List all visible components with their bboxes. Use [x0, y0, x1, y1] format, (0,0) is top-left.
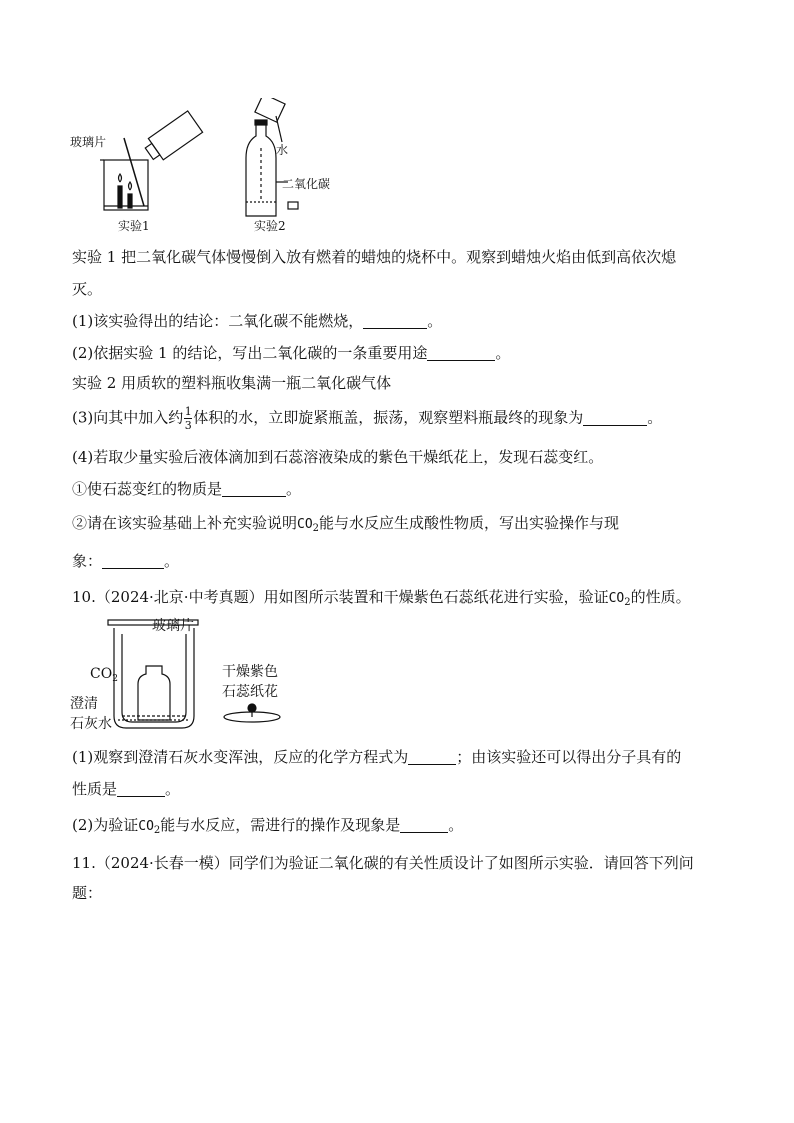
formula-subscript: 2: [624, 597, 631, 608]
q9-part2-end: 。: [495, 344, 511, 362]
exp1-text-cont: 灭。: [72, 280, 103, 298]
q11-header: [72, 852, 694, 874]
q9-part3-end: 。: [647, 408, 663, 427]
formula-subscript: 2: [153, 825, 161, 836]
q9-part4-text: (4)若取少量实验后液体滴加到石蕊溶液染成的紫色干燥纸花上，发现石蕊变红。: [72, 448, 604, 466]
formula-subscript: 2: [312, 523, 320, 534]
label-carbon-dioxide: 二氧化碳: [282, 177, 331, 191]
q9-part2-text: (2)依据实验 1 的结论，写出二氧化碳的一条重要用途: [72, 344, 428, 362]
q11-header-cont: [72, 882, 102, 904]
exp1-description-cont: [72, 278, 102, 300]
q9-part3: [72, 406, 662, 431]
experiment1-apparatus: [100, 111, 203, 210]
q10-label-limewater-2: 石灰水: [70, 716, 112, 732]
fraction-numerator: 1: [184, 405, 192, 418]
exp1-description: [72, 246, 676, 268]
fraction-one-third: [184, 406, 192, 431]
q9-part4a-text: ①使石蕊变红的物质是: [72, 480, 223, 498]
q9-part4b: [72, 512, 619, 540]
q10-part1-cont: [72, 778, 180, 800]
formula-co: CO: [297, 517, 313, 532]
q9-part4: [72, 446, 603, 468]
answer-blank[interactable]: [222, 480, 286, 497]
q10-part1-mid: ；由该实验还可以得出分子具有的: [456, 748, 682, 766]
q9-part4b-suffix: 能与水反应生成酸性物质，写出实验操作与现: [319, 514, 620, 532]
q9-part4b-end: 。: [164, 552, 180, 570]
q9-part1-text: (1)该实验得出的结论：二氧化碳不能燃烧，: [72, 312, 364, 330]
exp2-text: 实验 2 用质软的塑料瓶收集满一瓶二氧化碳气体: [72, 374, 392, 392]
label-water: 水: [276, 143, 289, 157]
q10-header-prefix: 10.（2024·北京·中考真题）用如图所示装置和干燥紫色石蕊纸花进行实验，验证: [72, 588, 609, 606]
answer-blank[interactable]: [117, 780, 165, 797]
q9-part1-end: 。: [427, 312, 443, 330]
answer-blank[interactable]: [363, 312, 427, 329]
answer-blank[interactable]: [400, 816, 448, 833]
q10-part1-cont-text: 性质是: [72, 780, 118, 798]
experiment2-apparatus: [246, 98, 298, 216]
q10-part1: [72, 746, 681, 768]
q9-part4b-prefix: ②请在该实验基础上补充实验说明: [72, 514, 298, 532]
answer-blank[interactable]: [583, 409, 647, 426]
exp2-description: [72, 372, 391, 394]
q10-part2-suffix: 能与水反应，需进行的操作及现象是: [160, 816, 401, 834]
q9-part3-prefix: (3)向其中加入约: [72, 408, 184, 427]
q9-part2: [72, 342, 510, 364]
exp1-text: 实验 1 把二氧化碳气体慢慢倒入放有燃着的蜡烛的烧杯中。观察到蜡烛火焰由低到高依次熄: [72, 248, 677, 266]
q10-part1-end: 。: [165, 780, 181, 798]
figure-q10-apparatus: [70, 616, 310, 740]
q10-part1-text: (1)观察到澄清石灰水变浑浊，反应的化学方程式为: [72, 748, 409, 766]
q9-part1: [72, 310, 442, 332]
q9-part4b-cont: [72, 550, 179, 572]
q10-label-flower-1: 干燥紫色: [222, 664, 278, 680]
q10-part2: [72, 814, 463, 842]
q10-header: [72, 586, 691, 614]
fraction-denominator: 3: [184, 419, 192, 432]
answer-blank[interactable]: [102, 552, 164, 569]
caption-experiment2: 实验2: [254, 219, 286, 233]
q10-header-suffix: 的性质。: [630, 588, 691, 606]
answer-blank[interactable]: [427, 344, 495, 361]
q10-label-flower-2: 石蕊纸花: [222, 684, 278, 700]
formula-co: CO: [608, 591, 625, 606]
label-glass-pane: 玻璃片: [70, 135, 107, 149]
q9-part4b-cont-text: 象：: [72, 552, 103, 570]
q10-part2-prefix: (2)为验证: [72, 816, 139, 834]
formula-co: CO: [138, 819, 154, 834]
caption-experiment1: 实验1: [118, 219, 150, 233]
q10-label-glass: 玻璃片: [152, 618, 194, 634]
q10-part2-end: 。: [448, 816, 464, 834]
q10-label-co2: $CO_2$: [90, 666, 118, 684]
q9-part3-suffix: 体积的水，立即旋紧瓶盖，振荡，观察塑料瓶最终的现象为: [193, 408, 584, 427]
q9-part4a-end: 。: [286, 480, 302, 498]
q9-part4a: [72, 478, 301, 500]
figure-experiments-1-2: [70, 98, 370, 238]
answer-blank[interactable]: [408, 748, 456, 765]
q11-header-cont-text: 题：: [72, 884, 103, 902]
q11-header-text: 11.（2024·长春一模）同学们为验证二氧化碳的有关性质设计了如图所示实验．请回答下列问: [72, 854, 694, 872]
q10-label-limewater-1: 澄清: [70, 696, 98, 712]
